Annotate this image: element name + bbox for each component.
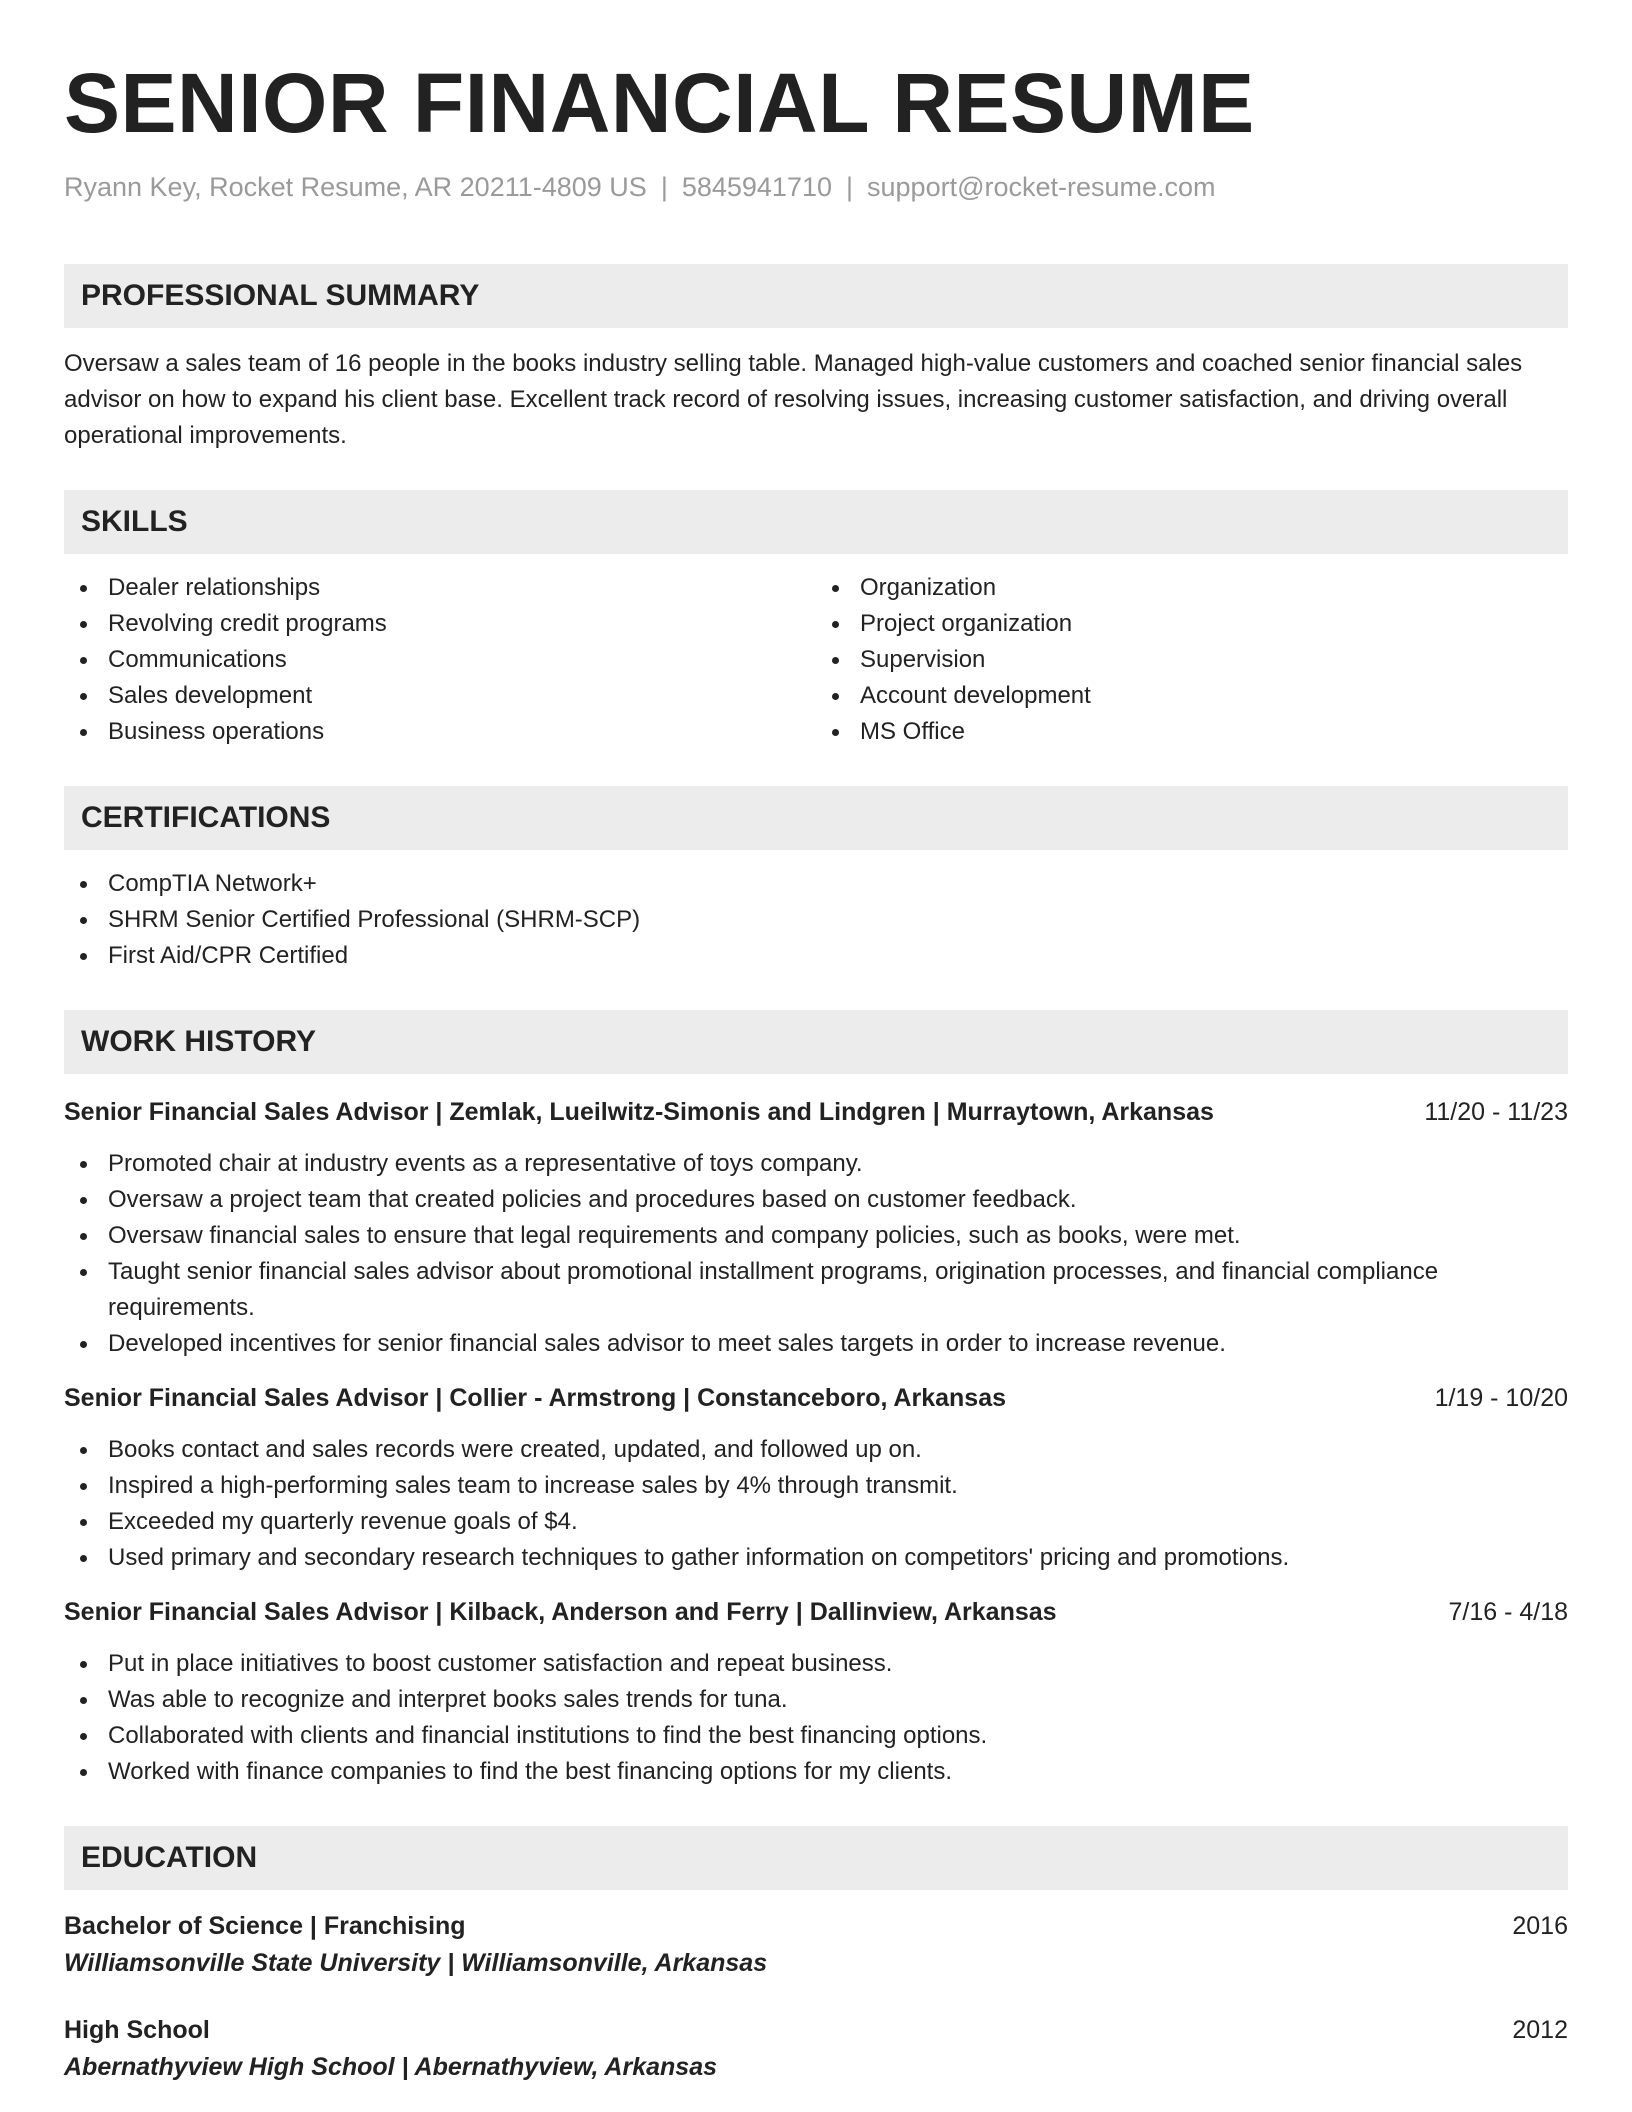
education-entry <box>64 2012 1568 2086</box>
job-bullet: Oversaw financial sales to ensure that legal requirements and company policies, such as books, were met. <box>64 1218 1568 1254</box>
summary-text: Oversaw a sales team of 16 people in the books industry selling table. Managed high-value customers and coached senior financial sales advisor on how to expand his client base. Excellent track record of resolving issues, increasing customer satisfaction, and driving overall operational improvements. <box>64 350 1523 449</box>
job-bullets <box>64 1146 1568 1362</box>
certifications-list <box>64 866 1568 974</box>
contact-email: support@rocket-resume.com <box>867 172 1216 202</box>
contact-separator: | <box>846 172 854 202</box>
education-heading: EDUCATION <box>64 1826 1568 1890</box>
contact-line <box>64 170 1568 204</box>
contact-separator: | <box>660 172 668 202</box>
education-school: Abernathyview High School | Abernathyview, Arkansas <box>64 2053 718 2081</box>
skill-item: Communications <box>64 642 816 678</box>
skill-item: Revolving credit programs <box>64 606 816 642</box>
job-bullet: Was able to recognize and interpret books sales trends for tuna. <box>64 1682 1568 1718</box>
skill-item: Project organization <box>816 606 1568 642</box>
skill-item: Business operations <box>64 714 816 750</box>
skill-item: Organization <box>816 570 1568 606</box>
skills-heading: SKILLS <box>64 490 1568 554</box>
skill-item: Supervision <box>816 642 1568 678</box>
job-header <box>64 1594 1568 1630</box>
job-bullet: Used primary and secondary research techniques to gather information on competitors' pricing and promotions. <box>64 1540 1568 1576</box>
skills-right-list <box>816 570 1568 750</box>
contact-address: Ryann Key, Rocket Resume, AR 20211-4809 US <box>64 172 647 202</box>
job-bullets <box>64 1432 1568 1576</box>
work-history-heading: WORK HISTORY <box>64 1010 1568 1074</box>
skill-item: MS Office <box>816 714 1568 750</box>
job-dates: 7/16 - 4/18 <box>1448 1598 1568 1626</box>
job-bullet: Exceeded my quarterly revenue goals of $4. <box>64 1504 1568 1540</box>
job-bullet: Inspired a high-performing sales team to increase sales by 4% through transmit. <box>64 1468 1568 1504</box>
job-entry <box>64 1380 1568 1576</box>
job-header <box>64 1094 1568 1130</box>
education-header <box>64 1908 1568 1944</box>
education-year: 2012 <box>1512 2016 1568 2044</box>
certification-item: SHRM Senior Certified Professional (SHRM-SCP) <box>64 902 1568 938</box>
job-bullets <box>64 1646 1568 1790</box>
skills-columns <box>64 554 1568 750</box>
education-degree: Bachelor of Science | Franchising <box>64 1912 466 1940</box>
job-entry <box>64 1094 1568 1362</box>
job-dates: 1/19 - 10/20 <box>1434 1384 1568 1412</box>
education-entry <box>64 1908 1568 1982</box>
summary-heading: PROFESSIONAL SUMMARY <box>64 264 1568 328</box>
job-bullet: Developed incentives for senior financial sales advisor to meet sales targets in order to increase revenue. <box>64 1326 1568 1362</box>
certifications-heading: CERTIFICATIONS <box>64 786 1568 850</box>
job-title: Senior Financial Sales Advisor | Zemlak, Lueilwitz-Simonis and Lindgren | Murraytown, Arkansas <box>64 1098 1214 1126</box>
certification-item: First Aid/CPR Certified <box>64 938 1568 974</box>
resume-title: SENIOR FINANCIAL RESUME <box>64 56 1255 150</box>
skill-item: Dealer relationships <box>64 570 816 606</box>
job-dates: 11/20 - 11/23 <box>1424 1098 1568 1126</box>
education-header <box>64 2012 1568 2048</box>
job-bullet: Books contact and sales records were created, updated, and followed up on. <box>64 1432 1568 1468</box>
education-degree: High School <box>64 2016 210 2044</box>
job-title: Senior Financial Sales Advisor | Kilback, Anderson and Ferry | Dallinview, Arkansas <box>64 1598 1057 1626</box>
certification-item: CompTIA Network+ <box>64 866 1568 902</box>
job-entry <box>64 1594 1568 1790</box>
education-school: Williamsonville State University | Williamsonville, Arkansas <box>64 1949 768 1977</box>
job-bullet: Collaborated with clients and financial institutions to find the best financing options. <box>64 1718 1568 1754</box>
job-bullet: Oversaw a project team that created policies and procedures based on customer feedback. <box>64 1182 1568 1218</box>
job-title: Senior Financial Sales Advisor | Collier - Armstrong | Constanceboro, Arkansas <box>64 1384 1007 1412</box>
job-bullet: Worked with finance companies to find the best financing options for my clients. <box>64 1754 1568 1790</box>
job-bullet: Taught senior financial sales advisor about promotional installment programs, origination processes, and financial compliance requirements. <box>64 1254 1568 1326</box>
education-year: 2016 <box>1512 1912 1568 1940</box>
skill-item: Sales development <box>64 678 816 714</box>
contact-phone: 5845941710 <box>681 172 832 202</box>
job-header <box>64 1380 1568 1416</box>
skills-left-list <box>64 570 816 750</box>
job-bullet: Promoted chair at industry events as a representative of toys company. <box>64 1146 1568 1182</box>
job-bullet: Put in place initiatives to boost customer satisfaction and repeat business. <box>64 1646 1568 1682</box>
skill-item: Account development <box>816 678 1568 714</box>
